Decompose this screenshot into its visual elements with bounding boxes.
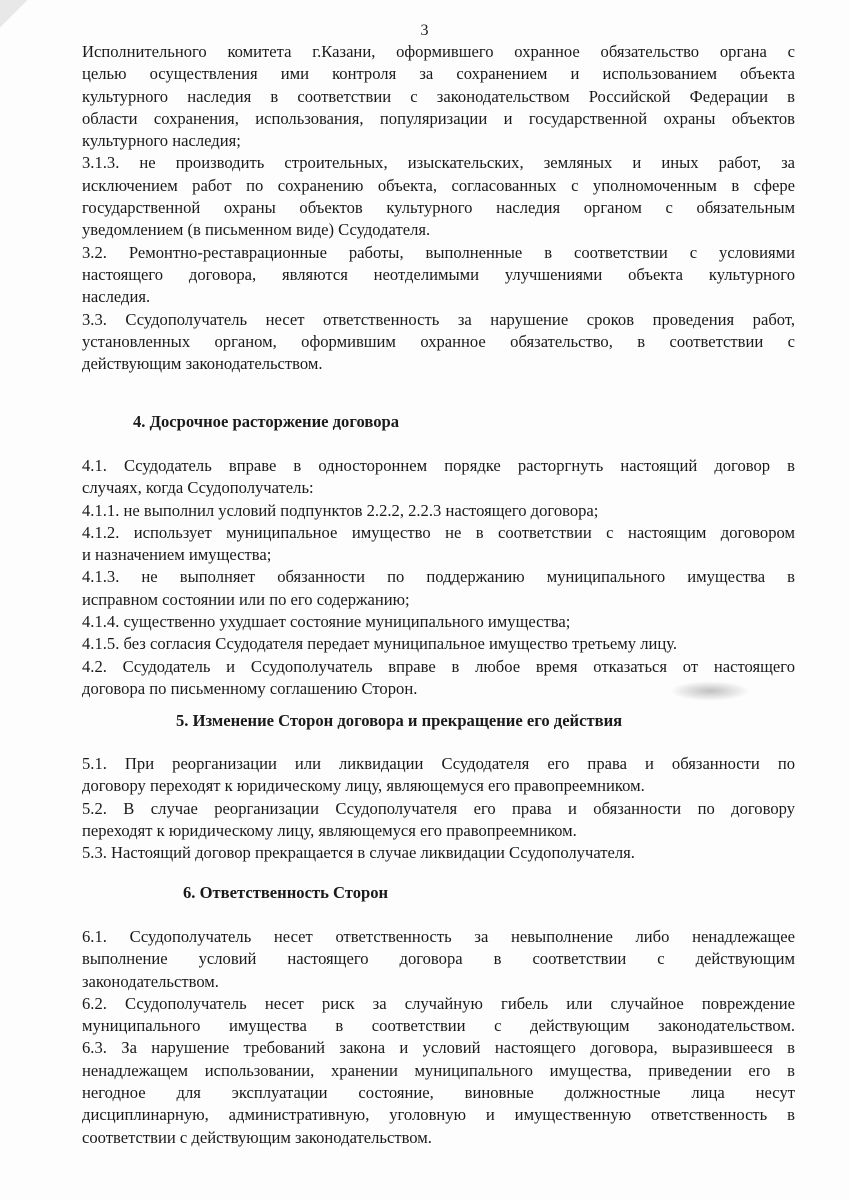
section-6-body — [82, 926, 795, 1149]
text-line: уведомлением (в письменном виде) Ссудодателя. — [82, 220, 431, 240]
text-line: случаях, когда Ссудополучатель: — [82, 478, 314, 498]
text-line: договора по письменному соглашению Сторон. — [82, 678, 418, 698]
text-line: 3.3. Ссудополучатель несет ответственность за нарушение сроков проведения работ, — [82, 309, 795, 329]
text-line: соответствии с действующим законодательством. — [82, 1127, 432, 1147]
text-line: 5.1. При реорганизации или ликвидации Ссудодателя его права и обязанности по — [82, 754, 795, 773]
text-line: дисциплинарную, административную, уголовную и имущественную ответственность в — [82, 1105, 795, 1125]
text-line: исключением работ по сохранению объекта, согласованных с уполномоченным в сфере — [82, 175, 795, 195]
text-line: выполнение условий настоящего договора в соответствии с действующим — [82, 949, 795, 969]
text-line: установленных органом, оформившим охранное обязательство, в соответствии с — [82, 331, 795, 351]
page-number: 3 — [420, 22, 429, 39]
section-3-continuation — [82, 41, 795, 375]
text-line: 4.1.2. использует муниципальное имущество не в соответствии с настоящим договором — [82, 522, 795, 542]
section-4-body — [82, 455, 795, 700]
text-line: наследия. — [82, 287, 151, 307]
text-line: муниципального имущества в соответствии с действующим законодательством. — [82, 1016, 795, 1036]
text-line: 4.2. Ссудодатель и Ссудополучатель вправе в любое время отказаться от настоящего — [82, 656, 795, 676]
text-line: действующим законодательством. — [82, 354, 323, 374]
text-line: культурного наследия в соответствии с законодательством Российской Федерации в — [82, 86, 795, 106]
heading-section-6: 6. Ответственность Сторон — [183, 883, 389, 902]
heading-section-4: 4. Досрочное расторжение договора — [133, 412, 400, 431]
text-line: 5.2. В случае реорганизации Ссудополучателя его права и обязанности по договору — [82, 798, 795, 818]
text-line: 4.1.1. не выполнил условий подпунктов 2.2.2, 2.2.3 настоящего договора; — [82, 500, 599, 520]
text-line: культурного наследия; — [82, 131, 241, 151]
text-line: 5.3. Настоящий договор прекращается в случае ликвидации Ссудополучателя. — [82, 843, 635, 863]
text-line: исправном состоянии или по его содержанию; — [82, 589, 410, 609]
text-line: 3.1.3. не производить строительных, изыскательских, земляных и иных работ, за — [82, 153, 795, 173]
text-line: 4.1.4. существенно ухудшает состояние муниципального имущества; — [82, 612, 571, 632]
text-line: области сохранения, использования, популяризации и государственной охраны объектов — [82, 108, 795, 128]
text-line: законодательством. — [82, 971, 219, 991]
text-line: 6.3. За нарушение требований закона и условий настоящего договора, выразившееся в — [82, 1038, 795, 1058]
text-line: 6.1. Ссудополучатель несет ответственность за невыполнение либо ненадлежащее — [82, 927, 795, 946]
text-line: государственной охраны объектов культурного наследия органом с обязательным — [82, 198, 795, 218]
section-5-body — [82, 753, 795, 864]
text-line: целью осуществления ими контроля за сохранением и использованием объекта — [82, 64, 795, 84]
text-line: переходят к юридическому лицу, являющемуся его правопреемником. — [82, 820, 577, 840]
text-line: 4.1.3. не выполняет обязанности по поддержанию муниципального имущества в — [82, 567, 795, 587]
text-line: и назначением имущества; — [82, 545, 272, 565]
text-line: 4.1.5. без согласия Ссудодателя передает муниципальное имущество третьему лицу. — [82, 634, 678, 654]
text-line: договору переходят к юридическому лицу, являющемуся его правопреемником. — [82, 776, 645, 796]
text-line: настоящего договора, являются неотделимыми улучшениями объекта культурного — [82, 264, 795, 284]
heading-section-5: 5. Изменение Сторон договора и прекращение его действия — [176, 711, 623, 730]
text-line: 6.2. Ссудополучатель несет риск за случайную гибель или случайное повреждение — [82, 993, 795, 1013]
text-line: негодное для эксплуатации состояние, виновные должностные лица несут — [82, 1083, 795, 1103]
text-line: 4.1. Ссудодатель вправе в одностороннем порядке расторгнуть настоящий договор в — [82, 456, 795, 475]
text-line: 3.2. Ремонтно-реставрационные работы, выполненные в соответствии с условиями — [82, 242, 795, 262]
text-line: ненадлежащем использовании, хранении муниципального имущества, приведении его в — [82, 1060, 795, 1080]
text-line: Исполнительного комитета г.Казани, оформившего охранное обязательство органа с — [82, 42, 795, 61]
